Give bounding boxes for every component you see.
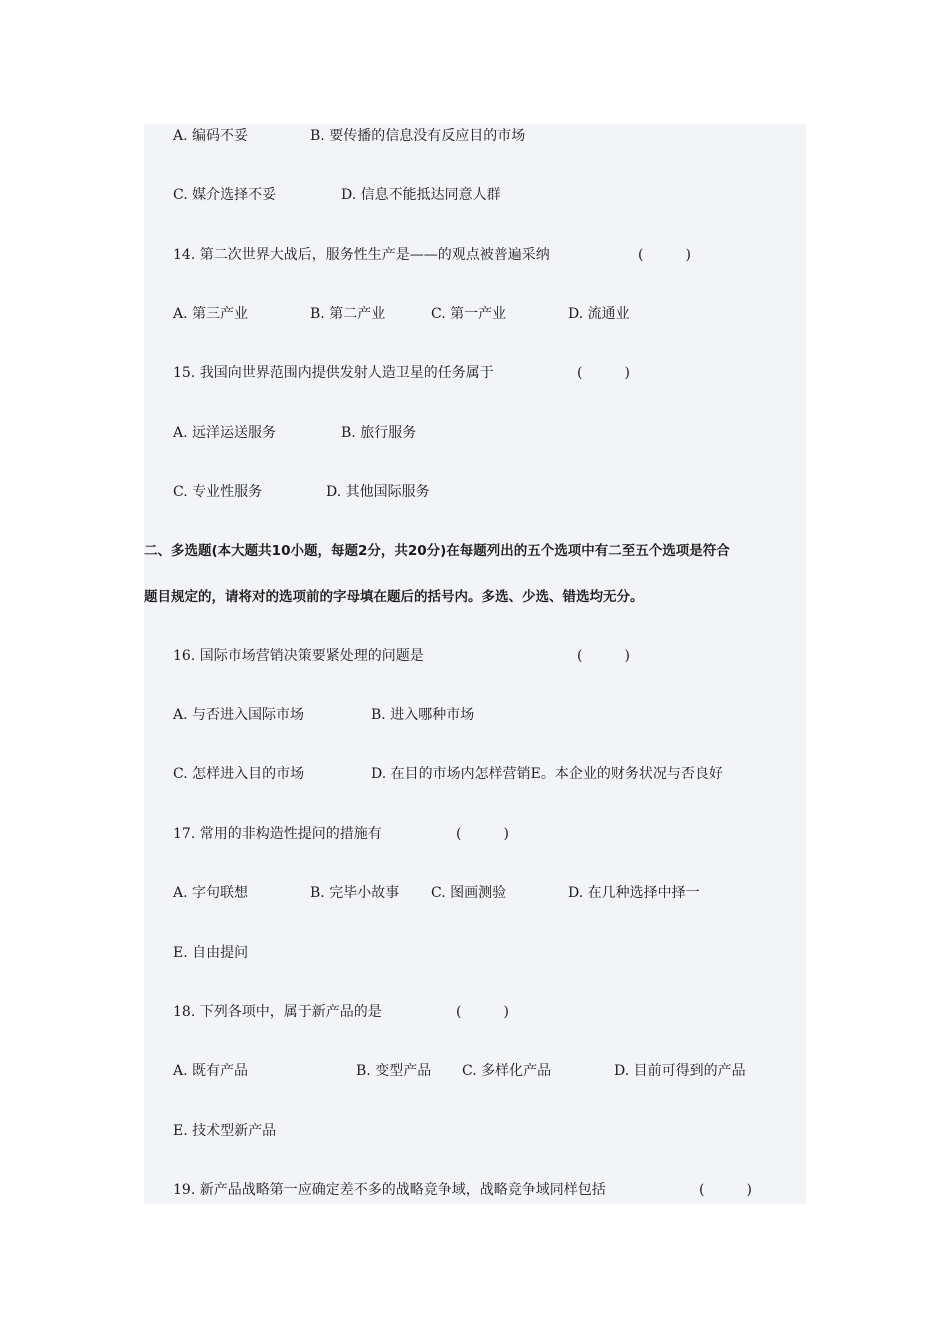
q19-answer-paren: ( ) <box>699 1182 752 1198</box>
q16-option-c: C. 怎样进入目的市场 <box>173 766 305 782</box>
q15-option-c: C. 专业性服务 <box>173 484 263 500</box>
q18-option-a: A. 既有产品 <box>173 1063 249 1079</box>
q17-option-b: B. 完毕小故事 <box>310 885 400 901</box>
q15-stem: 15. 我国向世界范围内提供发射人造卫星的任务属于 <box>173 365 494 381</box>
q16-option-d-e: D. 在目的市场内怎样营销E。本企业的财务状况与否良好 <box>371 766 723 782</box>
q18-stem: 18. 下列各项中，属于新产品的是 <box>173 1004 382 1020</box>
q17-option-e: E. 自由提问 <box>173 945 249 961</box>
q15-option-b: B. 旅行服务 <box>341 425 417 441</box>
q17-option-a: A. 字句联想 <box>173 885 249 901</box>
q16-answer-paren: ( ) <box>577 648 630 664</box>
q14-answer-paren: ( ) <box>638 247 691 263</box>
q13-option-a: A. 编码不妥 <box>173 128 249 144</box>
q14-option-d: D. 流通业 <box>568 306 630 322</box>
q18-answer-paren: ( ) <box>456 1004 509 1020</box>
q14-option-b: B. 第二产业 <box>310 306 386 322</box>
q13-option-d: D. 信息不能抵达同意人群 <box>341 187 501 203</box>
q17-option-d: D. 在几种选择中择一 <box>568 885 700 901</box>
q15-option-d: D. 其他国际服务 <box>326 484 430 500</box>
q14-stem: 14. 第二次世界大战后，服务性生产是——的观点被普遍采纳 <box>173 247 550 263</box>
q18-option-b: B. 变型产品 <box>356 1063 432 1079</box>
q18-option-d: D. 目前可得到的产品 <box>614 1063 746 1079</box>
q14-option-c: C. 第一产业 <box>431 306 507 322</box>
q17-answer-paren: ( ) <box>456 826 509 842</box>
q19-stem: 19. 新产品战略第一应确定差不多的战略竞争域，战略竞争域同样包括 <box>173 1182 606 1198</box>
q13-option-c: C. 媒介选择不妥 <box>173 187 277 203</box>
q18-option-e: E. 技术型新产品 <box>173 1123 277 1139</box>
q16-option-a: A. 与否进入国际市场 <box>173 707 305 723</box>
q17-stem: 17. 常用的非构造性提问的措施有 <box>173 826 382 842</box>
section-2-heading-line-1: 二、多选题(本大题共10小题，每题2分，共20分)在每题列出的五个选项中有二至五个选项是符合 <box>144 543 730 559</box>
q16-option-b: B. 进入哪种市场 <box>371 707 475 723</box>
q13-option-b: B. 要传播的信息没有反应目的市场 <box>310 128 526 144</box>
q15-option-a: A. 远洋运送服务 <box>173 425 277 441</box>
q18-option-c: C. 多样化产品 <box>462 1063 552 1079</box>
q17-option-c: C. 图画测验 <box>431 885 507 901</box>
q16-stem: 16. 国际市场营销决策要紧处理的问题是 <box>173 648 424 664</box>
section-2-heading-line-2: 题目规定的，请将对的选项前的字母填在题后的括号内。多选、少选、错选均无分。 <box>144 589 644 605</box>
q15-answer-paren: ( ) <box>577 365 630 381</box>
q14-option-a: A. 第三产业 <box>173 306 249 322</box>
